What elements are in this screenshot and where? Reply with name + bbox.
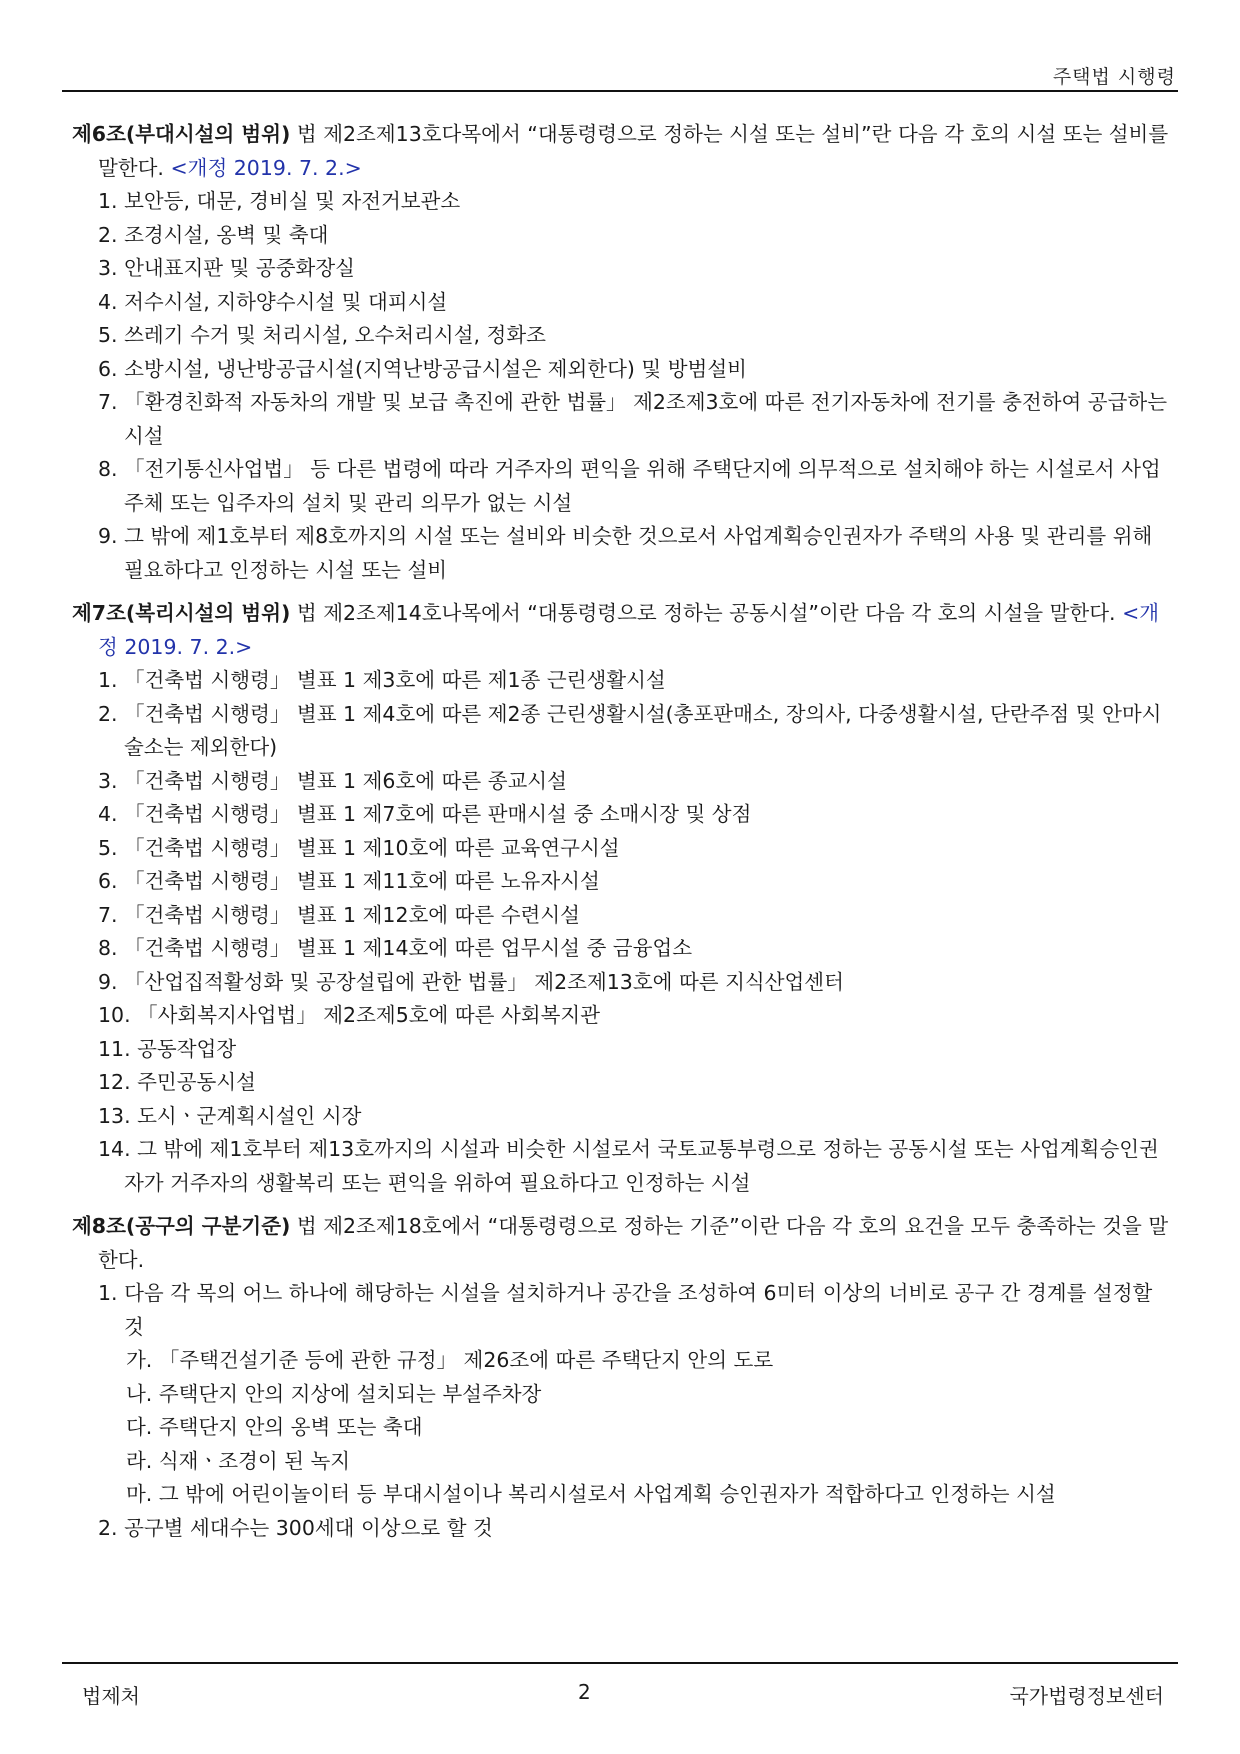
article-7-text: 법 제2조제14호나목에서 “대통령령으로 정하는 공동시설”이란 다음 각 호의 시설을 말한다. — [290, 601, 1116, 625]
article-7-item-9: 9. 「산업집적활성화 및 공장설립에 관한 법률」 제2조제13호에 따른 지식산업센터 — [98, 969, 844, 994]
article-8-item-2: 2. 공구별 세대수는 300세대 이상으로 할 것 — [98, 1515, 493, 1540]
article-7-title: 제7조(복리시설의 범위) — [72, 601, 291, 625]
article-7-item-10: 10. 「사회복지사업법」 제2조제5호에 따른 사회복지관 — [98, 1003, 601, 1027]
article-7-item-6: 6. 「건축법 시행령」 별표 1 제11호에 따른 노유자시설 — [98, 869, 600, 893]
header-divider — [62, 90, 1178, 92]
article-6-item-9: 9. 그 밖에 제1호부터 제8호까지의 시설 또는 설비와 비슷한 것으로서 사업계획승인권자가 주택의 사용 및 관리를 위해 필요하다고 인정하는 시설 또는 설비 — [98, 524, 1153, 582]
article-8-title: 제8조(공구의 구분기준) — [72, 1214, 291, 1238]
article-7-amendment-note[interactable]: <개정 2019. 7. 2.> — [98, 601, 1160, 659]
article-6-item-6: 6. 소방시설, 냉난방공급시설(지역난방공급시설은 제외한다) 및 방범설비 — [98, 356, 747, 381]
article-6-amendment-note[interactable]: <개정 2019. 7. 2.> — [170, 155, 362, 180]
article-8 — [72, 1210, 1176, 1545]
article-7-item-13: 13. 도시ㆍ군계획시설인 시장 — [98, 1103, 362, 1128]
article-7 — [72, 597, 1176, 1200]
article-6-title: 제6조(부대시설의 범위) — [72, 122, 291, 146]
article-7-item-14: 14. 그 밖에 제1호부터 제13호까지의 시설과 비슷한 시설로서 국토교통부령으로 정하는 공동시설 또는 사업계획승인권자가 거주자의 생활복리 또는 편익을 위하여 필요하다고 인정하는 시설 — [98, 1137, 1159, 1195]
footer-publisher: 법제처 — [82, 1684, 140, 1708]
article-7-item-4: 4. 「건축법 시행령」 별표 1 제7호에 따른 판매시설 중 소매시장 및 상점 — [98, 802, 752, 826]
article-6-item-4: 4. 저수시설, 지하양수시설 및 대피시설 — [98, 289, 448, 314]
footer-divider — [62, 1662, 1178, 1664]
article-6-item-8: 8. 「전기통신사업법」 등 다른 법령에 따라 거주자의 편익을 위해 주택단지에 의무적으로 설치해야 하는 시설로서 사업주체 또는 입주자의 설치 및 관리 의무가 없는 시설 — [98, 457, 1161, 515]
article-8-text: 법 제2조제18호에서 “대통령령으로 정하는 기준”이란 다음 각 호의 요건을 모두 충족하는 것을 말한다. — [98, 1214, 1169, 1272]
article-6-item-2: 2. 조경시설, 옹벽 및 축대 — [98, 222, 329, 247]
article-7-heading — [72, 597, 1176, 664]
article-7-item-1: 1. 「건축법 시행령」 별표 1 제3호에 따른 제1종 근린생활시설 — [98, 668, 666, 692]
footer-source: 국가법령정보센터 — [1009, 1684, 1164, 1708]
article-6-item-7: 7. 「환경친화적 자동차의 개발 및 보급 촉진에 관한 법률」 제2조제3호에 따른 전기자동차에 전기를 충전하여 공급하는 시설 — [98, 390, 1168, 448]
article-7-item-5: 5. 「건축법 시행령」 별표 1 제10호에 따른 교육연구시설 — [98, 835, 620, 860]
article-8-heading — [72, 1210, 1176, 1277]
article-6-item-3: 3. 안내표지판 및 공중화장실 — [98, 256, 355, 280]
article-8-sub-item-da: 다. 주택단지 안의 옹벽 또는 축대 — [126, 1415, 423, 1439]
article-8-item-1: 1. 다음 각 목의 어느 하나에 해당하는 시설을 설치하거나 공간을 조성하여 6미터 이상의 너비로 공구 간 경계를 설정할 것 — [98, 1281, 1153, 1339]
article-8-sub-item-ga: 가. 「주택건설기준 등에 관한 규정」 제26조에 따른 주택단지 안의 도로 — [126, 1348, 774, 1372]
article-6 — [72, 118, 1176, 587]
page-number: 2 — [578, 1680, 591, 1704]
document-body — [72, 118, 1176, 1555]
article-6-heading — [72, 118, 1176, 185]
article-7-item-2: 2. 「건축법 시행령」 별표 1 제4호에 따른 제2종 근린생활시설(총포판매소, 장의사, 다중생활시설, 단란주점 및 안마시술소는 제외한다) — [98, 701, 1162, 759]
article-7-item-3: 3. 「건축법 시행령」 별표 1 제6호에 따른 종교시설 — [98, 768, 567, 793]
article-6-item-1: 1. 보안등, 대문, 경비실 및 자전거보관소 — [98, 189, 461, 213]
article-7-item-11: 11. 공동작업장 — [98, 1036, 237, 1061]
article-8-sub-item-ra: 라. 식재ㆍ조경이 된 녹지 — [126, 1448, 351, 1473]
article-8-sub-item-ma: 마. 그 밖에 어린이놀이터 등 부대시설이나 복리시설로서 사업계획 승인권자가 적합하다고 인정하는 시설 — [126, 1482, 1056, 1506]
document-header-title: 주택법 시행령 — [1052, 66, 1176, 88]
article-8-sub-item-na: 나. 주택단지 안의 지상에 설치되는 부설주차장 — [126, 1381, 542, 1406]
article-6-item-5: 5. 쓰레기 수거 및 처리시설, 오수처리시설, 정화조 — [98, 323, 546, 347]
article-7-item-12: 12. 주민공동시설 — [98, 1070, 256, 1094]
article-6-text: 법 제2조제13호다목에서 “대통령령으로 정하는 시설 또는 설비”란 다음 각 호의 시설 또는 설비를 말한다. — [98, 122, 1169, 180]
article-7-item-7: 7. 「건축법 시행령」 별표 1 제12호에 따른 수련시설 — [98, 902, 580, 927]
article-7-item-8: 8. 「건축법 시행령」 별표 1 제14호에 따른 업무시설 중 금융업소 — [98, 936, 692, 960]
